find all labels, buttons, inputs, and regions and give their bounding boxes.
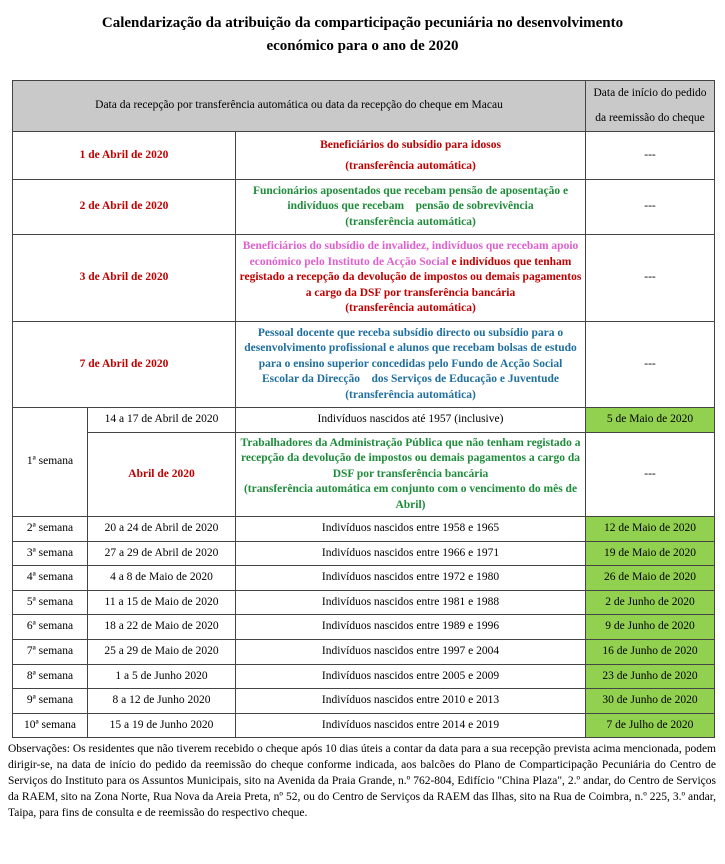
week-reissue: 16 de Junho de 2020 [586, 639, 715, 664]
beneficiaries-line-1: Beneficiários do subsídio para idosos [320, 138, 501, 151]
week-who: Indivíduos nascidos entre 1989 e 1996 [236, 615, 586, 640]
week-label: 3ª semana [13, 541, 88, 566]
week-dates: 20 a 24 de Abril de 2020 [88, 517, 236, 542]
title-line-1: Calendarização da atribuição da comparticipação pecuniária no desenvolvimento [101, 15, 624, 31]
row-reissue: --- [586, 180, 715, 235]
row-beneficiaries [236, 433, 586, 517]
week-reissue: 7 de Julho de 2020 [586, 713, 715, 738]
week-who: Indivíduos nascidos entre 1958 e 1965 [236, 517, 586, 542]
week-who: Indivíduos nascidos entre 2014 e 2019 [236, 713, 586, 738]
page-title [0, 12, 725, 58]
row-beneficiaries [236, 322, 586, 408]
week-reissue: 2 de Junho de 2020 [586, 590, 715, 615]
week-label: 2ª semana [13, 517, 88, 542]
week-who: Indivíduos nascidos entre 2005 e 2009 [236, 664, 586, 689]
week-dates: 1 a 5 de Junho 2020 [88, 664, 236, 689]
table-row [13, 322, 715, 408]
row-date: 7 de Abril de 2020 [13, 322, 236, 408]
row-reissue: --- [586, 322, 715, 408]
table-row [13, 639, 715, 664]
table-row [13, 541, 715, 566]
header-reception-date: Data da recepção por transferência automática ou data da recepção do cheque em Macau [13, 81, 586, 132]
week-reissue: 5 de Maio de 2020 [586, 408, 715, 433]
row-beneficiaries [236, 132, 586, 180]
week-reissue: 9 de Junho de 2020 [586, 615, 715, 640]
week-who: Indivíduos nascidos entre 2010 e 2013 [236, 689, 586, 714]
week-reissue: 30 de Junho de 2020 [586, 689, 715, 714]
table-row [13, 132, 715, 180]
week-label: 10ª semana [13, 713, 88, 738]
week-who: Indivíduos nascidos até 1957 (inclusive) [236, 408, 586, 433]
week-dates: 8 a 12 de Junho 2020 [88, 689, 236, 714]
table-row [13, 180, 715, 235]
week-dates: 4 a 8 de Maio de 2020 [88, 566, 236, 591]
table-row [13, 689, 715, 714]
week-label: 8ª semana [13, 664, 88, 689]
table-row [13, 566, 715, 591]
week-reissue: 26 de Maio de 2020 [586, 566, 715, 591]
week-dates: 27 a 29 de Abril de 2020 [88, 541, 236, 566]
beneficiaries-text: Trabalhadores da Administração Pública que não tenham registado a recepção da devolução de impostos ou demais pagamentos a cargo da DSF por transferência bancária [240, 436, 581, 480]
row-date: 3 de Abril de 2020 [13, 235, 236, 322]
beneficiaries-join: e [448, 255, 460, 268]
table-header-row [13, 81, 715, 132]
row-beneficiaries [236, 180, 586, 235]
beneficiaries-transfer: (transferência automática) [345, 215, 476, 228]
table-row [13, 408, 715, 433]
week-reissue: 12 de Maio de 2020 [586, 517, 715, 542]
table-row [13, 433, 715, 517]
week-who: Indivíduos nascidos entre 1966 e 1971 [236, 541, 586, 566]
week-reissue: 23 de Junho de 2020 [586, 664, 715, 689]
week-reissue: 19 de Maio de 2020 [586, 541, 715, 566]
week-label: 7ª semana [13, 639, 88, 664]
week-who: Indivíduos nascidos entre 1972 e 1980 [236, 566, 586, 591]
table-row [13, 590, 715, 615]
row-reissue: --- [586, 132, 715, 180]
table-row [13, 615, 715, 640]
row-reissue: --- [586, 235, 715, 322]
beneficiaries-text: Funcionários aposentados que recebam pensão de aposentação e indivíduos que recebam pensão de sobrevivência [252, 184, 571, 213]
week-dates: 15 a 19 de Junho 2020 [88, 713, 236, 738]
table-row [13, 664, 715, 689]
week-label: 4ª semana [13, 566, 88, 591]
beneficiaries-transfer: (transferência automática em conjunto com o vencimento do mês de Abril) [243, 483, 578, 511]
week-label: 5ª semana [13, 590, 88, 615]
week-dates: 11 a 15 de Maio de 2020 [88, 590, 236, 615]
schedule-table [12, 80, 715, 738]
week-dates: 25 a 29 de Maio de 2020 [88, 639, 236, 664]
row-date: Abril de 2020 [88, 433, 236, 517]
notes: Observações: Os residentes que não tiverem recebido o cheque após 10 dias úteis a contar da data para a sua recepção prevista acima mencionada, podem dirigir-se, na data de início do pedido da reemissão do cheque conforme indicada, aos balcões do Plano de Comparticipação Pecuniária do Centro de Serviços do Instituto para os Assuntos Municipais, sito na Avenida da Praia Grande, n.º 762-804, Edifício "China Plaza", 2.º andar, do Centro de Serviços da RAEM, sito na Zona Norte, Rua Nova da Areia Preta, nº 52, ou do Centro de Serviços da RAEM das Ilhas, sito na Rua de Coimbra, n.º 225, 3.º andar, Taipa, para fins de consulta e de reemissão do respectivo cheque. [8, 743, 716, 819]
week-label: 1ª semana [13, 408, 88, 517]
week-label: 9ª semana [13, 689, 88, 714]
beneficiaries-text: Pessoal docente que receba subsídio directo ou subsídio para o desenvolvimento profissional e alunos que recebam bolsas de estudo para o ensino superior concedidas pelo Fundo de Acção Social Escolar da Direcção dos Serviços de Educação e Juventude [244, 326, 580, 386]
row-date: 1 de Abril de 2020 [13, 132, 236, 180]
table-row [13, 517, 715, 542]
beneficiaries-text-red: indivíduos que tenham registado a recepção da devolução de impostos ou demais pagamentos a cargo da DSF por transferência bancária [239, 255, 582, 299]
week-dates: 14 a 17 de Abril de 2020 [88, 408, 236, 433]
beneficiaries-transfer: (transferência automática) [345, 388, 476, 401]
table-row [13, 235, 715, 322]
week-dates: 18 a 22 de Maio de 2020 [88, 615, 236, 640]
week-who: Indivíduos nascidos entre 1981 e 1988 [236, 590, 586, 615]
title-line-2: económico para o ano de 2020 [266, 38, 459, 54]
row-beneficiaries [236, 235, 586, 322]
row-date: 2 de Abril de 2020 [13, 180, 236, 235]
beneficiaries-text-pink: Beneficiários do subsídio de invalidez, indivíduos que recebam apoio económico pelo Instituto de Acção Social [242, 240, 579, 268]
week-who: Indivíduos nascidos entre 1997 e 2004 [236, 639, 586, 664]
beneficiaries-line-2: (transferência automática) [345, 159, 476, 172]
table-row [13, 713, 715, 738]
beneficiaries-transfer: (transferência automática) [345, 302, 476, 315]
header-reissue-date: Data de início do pedido da reemissão do cheque [586, 81, 715, 132]
row-reissue: --- [586, 433, 715, 517]
week-label: 6ª semana [13, 615, 88, 640]
